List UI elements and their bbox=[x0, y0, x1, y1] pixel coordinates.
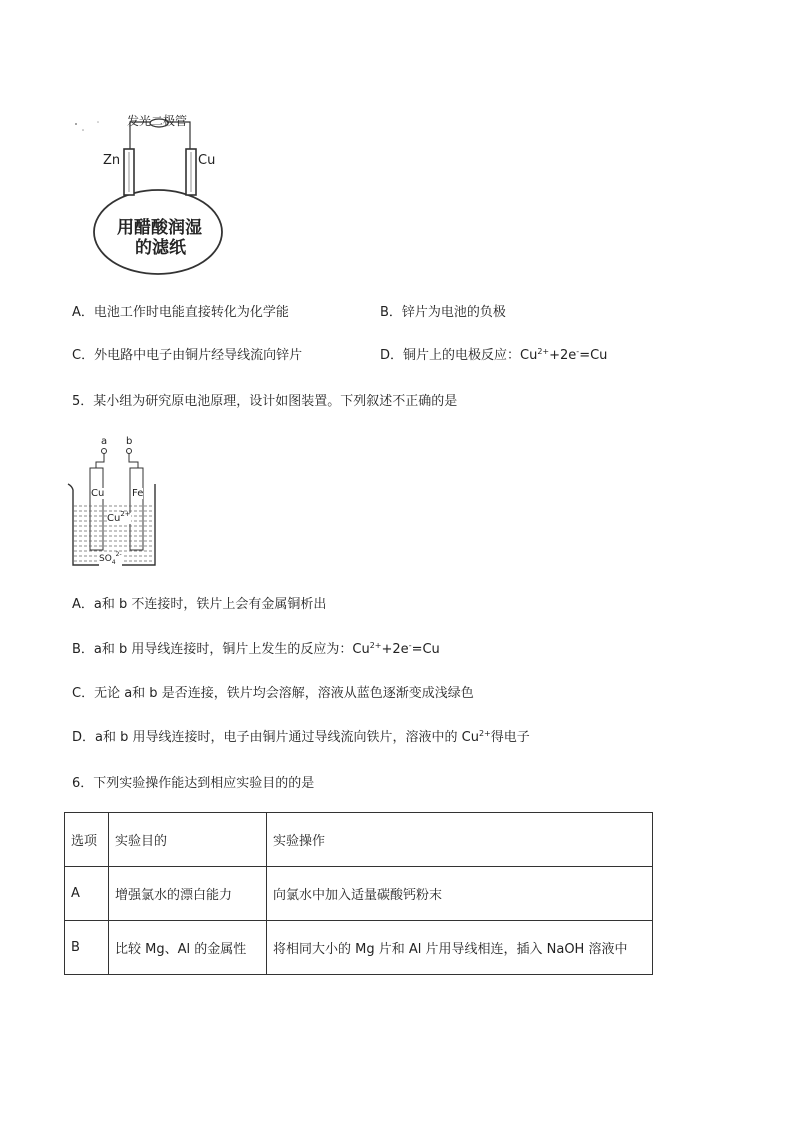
q4-option-c: C．外电路中电子由铜片经导线流向锌片 bbox=[72, 348, 303, 363]
fe-plate-label: Fe bbox=[132, 488, 144, 499]
zn-label: Zn bbox=[103, 153, 121, 168]
q5-option-d: D．a和 b 用导线连接时，电子由铜片通过导线流向铁片，溶液中的 $Cu^{2+}$得电子 bbox=[72, 729, 530, 745]
q5-option-a: A．a和 b 不连接时，铁片上会有金属铜析出 bbox=[72, 597, 327, 612]
fe-plate bbox=[130, 468, 143, 550]
filter-paper-label-1: 用醋酸润湿 bbox=[117, 218, 202, 238]
so4-ion-label: $SO_4^{2-}$ bbox=[99, 551, 122, 566]
q5-stem: 5．某小组为研究原电池原理，设计如图装置。下列叙述不正确的是 bbox=[72, 394, 458, 409]
q4-option-b: B．锌片为电池的负极 bbox=[380, 305, 506, 320]
experiment-table bbox=[64, 812, 653, 975]
header-option: 选项 bbox=[65, 813, 109, 867]
cu-fe-beaker-figure bbox=[66, 434, 166, 570]
cu-plate-label: Cu bbox=[91, 488, 105, 499]
table-header-row bbox=[65, 813, 653, 867]
q4-option-d: D．铜片上的电极反应：$Cu^{2+}+2e^-=Cu$ bbox=[380, 347, 608, 363]
cu-ion-label: $Cu^{2+}$ bbox=[107, 510, 131, 524]
terminal-b-label: b bbox=[126, 436, 133, 447]
header-operation: 实验操作 bbox=[267, 813, 653, 867]
row-b-option: B bbox=[65, 921, 109, 975]
table-row bbox=[65, 867, 653, 921]
table-row bbox=[65, 921, 653, 975]
q5-option-c: C．无论 a和 b 是否连接，铁片均会溶解，溶液从蓝色逐渐变成浅绿色 bbox=[72, 686, 474, 701]
filter-paper-label-2: 的滤纸 bbox=[135, 238, 186, 258]
header-purpose: 实验目的 bbox=[109, 813, 267, 867]
row-b-operation: 将相同大小的 Mg 片和 Al 片用导线相连，插入 NaOH 溶液中 bbox=[267, 921, 653, 975]
q6-stem: 6．下列实验操作能达到相应实验目的的是 bbox=[72, 776, 315, 791]
row-a-option: A bbox=[65, 867, 109, 921]
terminal-b-icon bbox=[127, 449, 132, 454]
cu-label: Cu bbox=[198, 153, 216, 168]
led-label: 发光二极管 bbox=[127, 114, 188, 128]
q5-option-b: B．a和 b 用导线连接时，铜片上发生的反应为：$Cu^{2+}+2e^-=Cu$ bbox=[72, 641, 440, 657]
row-a-operation: 向氯水中加入适量碳酸钙粉末 bbox=[267, 867, 653, 921]
terminal-a-label: a bbox=[101, 436, 108, 447]
q4-option-a: A．电池工作时电能直接转化为化学能 bbox=[72, 305, 289, 320]
cu-plate bbox=[90, 468, 103, 550]
row-a-purpose: 增强氯水的漂白能力 bbox=[109, 867, 267, 921]
terminal-a-icon bbox=[102, 449, 107, 454]
row-b-purpose: 比较 Mg、Al 的金属性 bbox=[109, 921, 267, 975]
